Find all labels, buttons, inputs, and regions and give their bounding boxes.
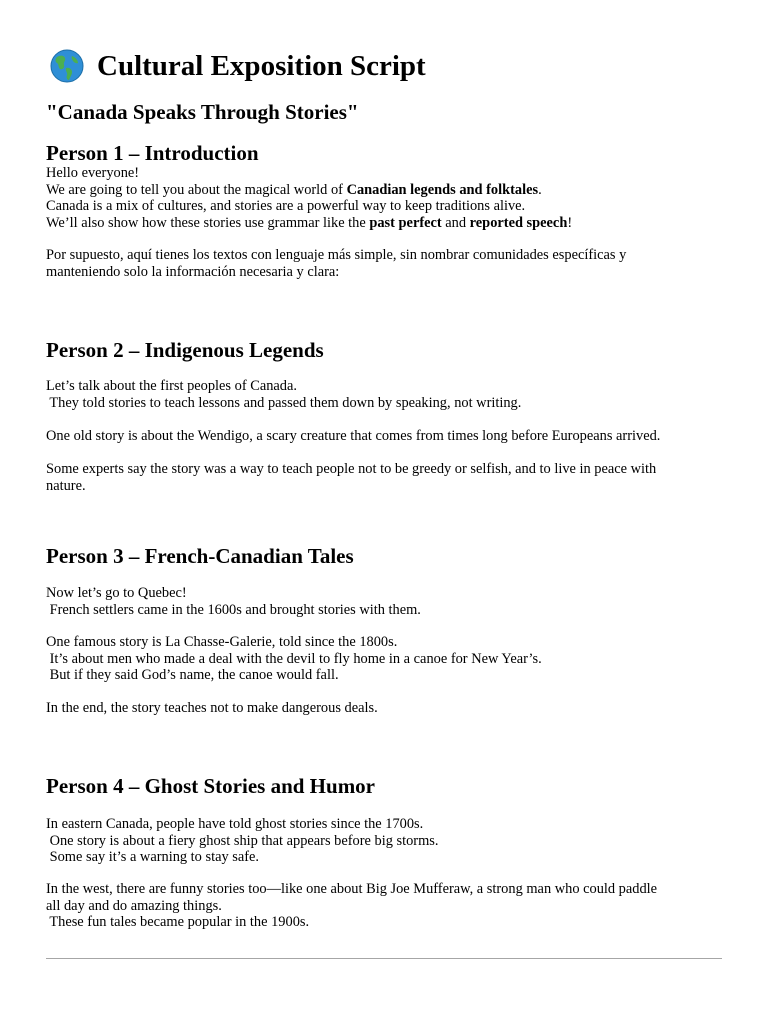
- text-line: [46, 378, 726, 395]
- text-run: In eastern Canada, people have told ghost stories since the 1700s.: [46, 816, 424, 832]
- text-line: [46, 898, 726, 915]
- paragraph: [46, 428, 726, 445]
- paragraph: [46, 881, 726, 931]
- paragraph: [46, 165, 726, 231]
- text-run: It’s about men who made a deal with the devil to fly home in a canoe for New Year’s.: [46, 650, 542, 667]
- text-run: One famous story is La Chasse-Galerie, told since the 1800s.: [46, 634, 398, 650]
- text-line: [46, 198, 726, 215]
- text-line: [46, 833, 726, 850]
- section-heading-person-1: Person 1 – Introduction: [46, 141, 259, 165]
- text-run: and: [441, 214, 470, 231]
- text-line: [46, 215, 726, 232]
- page-title: Cultural Exposition Script: [97, 50, 426, 82]
- bold-text: past perfect: [369, 214, 442, 231]
- paragraph: [46, 461, 726, 494]
- section-heading-person-4: Person 4 – Ghost Stories and Humor: [46, 774, 376, 798]
- text-line: [46, 478, 726, 495]
- text-line: [46, 700, 726, 717]
- text-run: French settlers came in the 1600s and brought stories with them.: [46, 601, 421, 618]
- globe-americas-icon: [50, 49, 84, 83]
- bold-text: Canadian legends and folktales: [346, 181, 539, 198]
- text-run: But if they said God’s name, the canoe would fall.: [46, 667, 339, 683]
- text-run: nature.: [46, 477, 86, 494]
- paragraph: [46, 247, 726, 280]
- paragraph: [46, 700, 726, 717]
- paragraph: [46, 634, 726, 684]
- section-heading-person-2: Person 2 – Indigenous Legends: [46, 338, 324, 362]
- text-line: [46, 634, 726, 651]
- text-line: [46, 461, 726, 478]
- text-line: [46, 651, 726, 668]
- page-divider: [46, 958, 722, 959]
- text-run: In the end, the story teaches not to make dangerous deals.: [46, 700, 378, 716]
- text-run: In the west, there are funny stories too—like one about Big Joe Mufferaw, a strong man who could paddle: [46, 881, 658, 897]
- text-line: [46, 182, 726, 199]
- paragraph: [46, 378, 726, 411]
- text-line: [46, 667, 726, 684]
- text-run: These fun tales became popular in the 1900s.: [46, 914, 310, 930]
- text-line: [46, 247, 726, 264]
- paragraph: [46, 585, 726, 618]
- text-line: [46, 881, 726, 898]
- text-run: !: [567, 214, 573, 231]
- text-run: We’ll also show how these stories use grammar like the: [46, 214, 370, 231]
- document-subtitle: "Canada Speaks Through Stories": [46, 100, 359, 124]
- text-run: .: [538, 181, 542, 198]
- text-line: [46, 914, 726, 931]
- text-line: [46, 849, 726, 866]
- text-line: [46, 165, 726, 182]
- text-run: One story is about a fiery ghost ship that appears before big storms.: [46, 832, 439, 849]
- bold-text: reported speech: [469, 214, 568, 231]
- title-row: [50, 46, 426, 86]
- text-line: [46, 395, 726, 412]
- text-run: manteniendo solo la información necesaria y clara:: [46, 263, 340, 280]
- text-run: They told stories to teach lessons and passed them down by speaking, not writing.: [46, 394, 522, 411]
- text-run: Let’s talk about the first peoples of Canada.: [46, 378, 297, 394]
- text-run: One old story is about the Wendigo, a scary creature that comes from times long before Europeans arrived.: [46, 428, 661, 444]
- paragraph: [46, 816, 726, 866]
- text-run: Por supuesto, aquí tienes los textos con lenguaje más simple, sin nombrar comunidades específicas y: [46, 247, 627, 263]
- text-run: Now let’s go to Quebec!: [46, 585, 187, 601]
- text-run: all day and do amazing things.: [46, 897, 222, 914]
- section-heading-person-3: Person 3 – French-Canadian Tales: [46, 544, 354, 568]
- text-line: [46, 428, 726, 445]
- text-run: We are going to tell you about the magical world of: [46, 181, 347, 198]
- text-run: Canada is a mix of cultures, and stories are a powerful way to keep traditions alive.: [46, 198, 526, 214]
- text-line: [46, 585, 726, 602]
- text-line: [46, 264, 726, 281]
- text-line: [46, 602, 726, 619]
- text-run: Hello everyone!: [46, 165, 140, 181]
- text-run: Some experts say the story was a way to teach people not to be greedy or selfish, and to live in peace with: [46, 461, 657, 477]
- text-line: [46, 816, 726, 833]
- text-run: Some say it’s a warning to stay safe.: [46, 849, 260, 865]
